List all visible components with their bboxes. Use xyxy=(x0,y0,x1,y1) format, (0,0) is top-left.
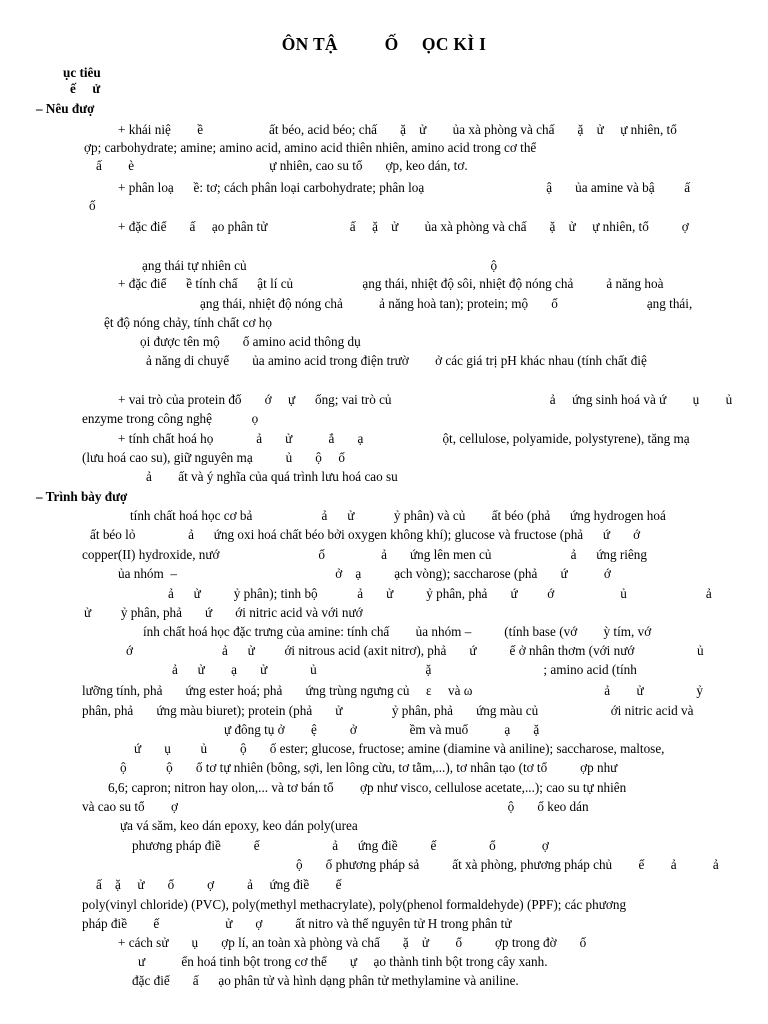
text-line: 6,6; capron; nitron hay olon,... và tơ bán tổ ợp như visco, cellulose acetate,...); cao su tự nhiên xyxy=(108,780,627,795)
text-line: ộ ố phương pháp sả ất xà phòng, phương pháp chủ ế ả ả xyxy=(296,857,719,872)
text-line: ự đông tụ ở ệ ở ềm và muố ạ ặ xyxy=(224,722,540,737)
text-line: ộ ộ ố tơ tự nhiên (bông, sợi, len lông cừu, tơ tằm,...), tơ nhân tạo (tơ tổ ợp như xyxy=(120,760,618,775)
text-line: (lưu hoá cao su), giữ nguyên mạ ủ ộ ố xyxy=(82,450,345,465)
text-line: và cao su tổ ợ ộ ố keo dán xyxy=(82,799,589,814)
text-line: + tính chất hoá họ ả ử ắ ạ ột, cellulose, polyamide, polystyrene), tăng mạ xyxy=(118,431,690,446)
text-line: + đặc điể ề tính chấ ật lí củ ạng thái, nhiệt độ sôi, nhiệt độ nóng chả ả năng hoà xyxy=(118,276,664,291)
text-line: ử ỷ phân, phả ứ ới nitric acid và với nướ xyxy=(84,605,363,620)
objectives-subheading: ế ử xyxy=(70,81,101,96)
text-line: ủa nhóm – ở ạ ạch vòng); saccharose (phả ứ ớ xyxy=(118,566,611,581)
text-line: ấ ặ ử ổ ợ ả ứng điề ế xyxy=(96,877,342,892)
text-line: ứ ụ ủ ộ ố ester; glucose, fructose; amine (diamine và aniline); saccharose, maltose, xyxy=(134,741,665,756)
text-line: + cách sử ụ ợp lí, an toàn xà phòng và chấ ặ ử ổ ợp trong đờ ố xyxy=(118,935,587,950)
text-line: ả năng di chuyể ủa amino acid trong điện trườ ở các giá trị pH khác nhau (tính chất điệ xyxy=(146,353,647,368)
text-line: + phân loạ ề: tơ; cách phân loại carbohydrate; phân loạ ậ ủa amine và bậ ấ xyxy=(118,180,691,195)
text-line: ớ ả ử ới nitrous acid (axit nitrơ), phả ứ ế ở nhân thơm (với nướ ủ xyxy=(126,643,704,658)
text-line: đặc điể ấ ạo phân tử và hình dạng phân tử methylamine và aniline. xyxy=(132,973,519,988)
text-line: ính chất hoá học đặc trưng của amine: tính chấ ủa nhóm – (tính base (vớ ỳ tím, vớ xyxy=(143,624,652,639)
text-line: + đặc điể ấ ạo phân tử ấ ặ ử ủa xà phòng và chấ ặ ử ự nhiên, tổ ợ xyxy=(118,219,689,234)
text-line: ả ử ạ ử ủ ặ ; amino acid (tính xyxy=(172,662,637,677)
section-heading-state: – Nêu đượ xyxy=(36,101,95,116)
text-line: phương pháp điề ế ả ứng điề ế ổ ợ xyxy=(132,838,549,853)
text-line: copper(II) hydroxide, nướ ố ả ứng lên men củ ả ứng riêng xyxy=(82,547,647,562)
text-line: + khái niệ ề ất béo, acid béo; chấ ặ ử ủa xà phòng và chấ ặ ử ự nhiên, tổ xyxy=(118,122,677,137)
text-line: ợp; carbohydrate; amine; amino acid, amino acid thiên nhiên, amino acid trong cơ thể xyxy=(84,140,537,155)
text-line: ựa vá săm, keo dán epoxy, keo dán poly(urea xyxy=(120,818,358,833)
text-line: phân, phả ứng màu biuret); protein (phả ử ỷ phân, phả ứng màu củ ới nitric acid và xyxy=(82,703,694,718)
text-line: pháp điề ế ử ợ ất nitro và thế nguyên tử H trong phân tử xyxy=(82,916,512,931)
text-line: ả ử ỷ phân); tinh bộ ả ử ỷ phân, phả ứ ớ ủ ả xyxy=(168,586,712,601)
text-line: ố xyxy=(89,198,96,213)
text-line: lưỡng tính, phả ứng ester hoá; phả ứng trùng ngưng củ ε và ω ả ử ỷ xyxy=(82,683,703,698)
text-line: ư ển hoá tinh bột trong cơ thể ự ạo thành tinh bột trong cây xanh. xyxy=(138,954,548,969)
text-line: ệt độ nóng chảy, tính chất cơ họ xyxy=(104,315,272,330)
page-title: ÔN TẬ Ố ỌC KÌ I xyxy=(281,34,487,54)
text-line: tính chất hoá học cơ bả ả ử ỷ phân) và củ ất béo (phả ứng hydrogen hoá xyxy=(130,508,666,523)
text-line: enzyme trong công nghệ ọ xyxy=(82,411,259,426)
text-line: ất béo lỏ ả ứng oxi hoá chất béo bởi oxygen không khí); glucose và fructose (phả ứ ớ xyxy=(90,527,641,542)
text-line: poly(vinyl chloride) (PVC), poly(methyl methacrylate), poly(phenol formaldehyde) (PPF); các phương xyxy=(82,897,627,912)
text-line: + vai trò của protein đố ớ ự ống; vai trò củ ả ứng sinh hoá và ứ ụ ủ xyxy=(118,392,733,407)
text-line: ả ất và ý nghĩa của quá trình lưu hoá cao su xyxy=(146,469,398,484)
section-heading-present: – Trình bày đượ xyxy=(36,489,128,504)
objectives-heading: ục tiêu xyxy=(63,65,101,80)
text-line: ạng thái, nhiệt độ nóng chả ả năng hoà tan); protein; mộ ố ạng thái, xyxy=(200,296,693,311)
text-line: ấ è ự nhiên, cao su tổ ợp, keo dán, tơ. xyxy=(96,158,468,173)
text-line: ọi được tên mộ ố amino acid thông dụ xyxy=(140,334,361,349)
text-line: ạng thái tự nhiên củ ộ xyxy=(142,258,498,273)
